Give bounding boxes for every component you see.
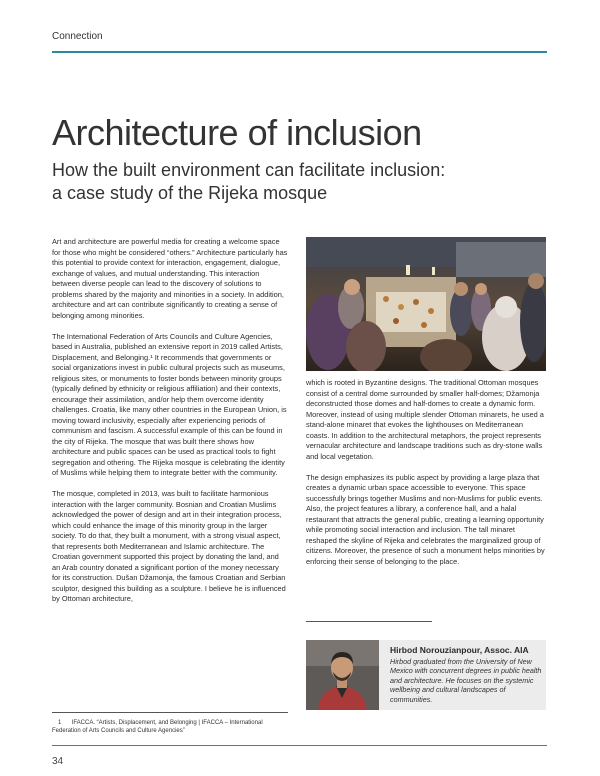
photo-illustration: [306, 237, 546, 371]
paragraph: which is rooted in Byzantine designs. The traditional Ottoman mosques consist of a central dome surrounded by smaller half-domes; Džamonja deconstructed those domes and half-domes to create a dynamic form. Moreover, instead of using multiple slender Ottoman minarets, he used a stand-alone minaret that evokes the lighthouses on Mediterranean coasts. In addition to the architectural metaphors, the project represents vernacular architecture and landscape traditions such as dry-stone walls and local vegetation.: [306, 378, 544, 461]
paragraph: The mosque, completed in 2013, was built to facilitate harmonious interaction with the larger community. Bosnian and Croatian Muslims acknowledged the power of design and art in their integration process, which could enhance the image of this minority group in the larger society. To do that, they built a monument, with a strong visual aspect, that represents both Mediterranean and Islamic architecture. The Croatian government supported this project by donating the land, and an Arab country donated a significant portion of the money necessary for its construction. Dušan Džamonja, the famous Croatian and Serbian sculptor, designed this building as a sculpture. I believe he is influenced by Ottoman architecture,: [52, 489, 286, 603]
subtitle-line-1: How the built environment can facilitate inclusion:: [52, 160, 446, 180]
left-column: [52, 237, 288, 615]
footnote-number: 1: [58, 720, 62, 726]
author-description: Hirbod graduated from the University of New Mexico with concurrent degrees in public health and architecture. He focuses on the systemic wellbeing and cultural landscapes of communities.: [390, 657, 542, 704]
bottom-divider: [52, 745, 547, 746]
section-label: Connection: [52, 31, 103, 42]
paragraph: The design emphasizes its public aspect by providing a large plaza that creates a dynamic urban space accessible to everyone. This space successfully brings together Muslims and non-Muslims for public events. Also, the project features a library, a conference hall, and a halal restaurant that attracts the general public, creating a learning opportunity while promoting social interaction and inclusion. The tall minaret reshaped the skyline of Rijeka and celebrates the marginalized group of citizens. Moreover, the presence of such a monument helps minorities by enforcing their sense of belonging to the place.: [306, 472, 545, 566]
article-subtitle: [52, 159, 552, 205]
top-divider: [52, 51, 547, 53]
footnote-text: IFACCA. “Artists, Displacement, and Belonging | IFACCA – International Federation of Arts Councils and Culture Agencies”: [52, 720, 263, 734]
right-column: [306, 378, 546, 578]
author-bio-text: [390, 645, 542, 704]
footnote: [52, 719, 288, 735]
author-portrait: [306, 640, 379, 710]
footnote-divider: [52, 712, 288, 713]
bio-divider: [306, 621, 432, 622]
paragraph: The International Federation of Arts Councils and Culture Agencies, based in Australia, published an extensive report in 2019 called Artists, Displacement, and Belonging.¹ It recommends that governments or social organizations invest in public cultural projects such as museums, religious sites, or monuments to foster bonds between minority groups (typically defined by ethnicity or religious affiliation) and their contexts, encourage their assimilation, and/or help them overcome identity challenges. Croatia, like many other countries in the European Union, is moving toward inclusivity, especially after experiencing periods of communism and fascism. A successful example of this can be found in the city of Rijeka. The mosque that was built there shows how architecture and public spaces can be used as practical tools to fight segregation and othering. The Rijeka mosque is celebrating the identity of Muslims while helping them to integrate better with the community.: [52, 331, 287, 477]
portrait-illustration: [306, 640, 379, 710]
author-name: Hirbod Norouzianpour, Assoc. AIA: [390, 645, 529, 655]
paragraph: Art and architecture are powerful media for creating a welcome space for those who might be considered “others.” Architecture particularly has this potential to provide context for interaction, engagement, dialogue, exchange of values, and mutual understanding. This interaction between diverse people can lead to the discovery of solutions to problems shared by the majority and minorities in a society. In addition, architecture and art can contribute significantly to creating a sense of belonging among minorities.: [52, 237, 288, 320]
community-dinner-photo: [306, 237, 546, 371]
article-title: Architecture of inclusion: [52, 112, 422, 153]
page-number: 34: [52, 756, 64, 767]
subtitle-line-2: a case study of the Rijeka mosque: [52, 183, 328, 203]
